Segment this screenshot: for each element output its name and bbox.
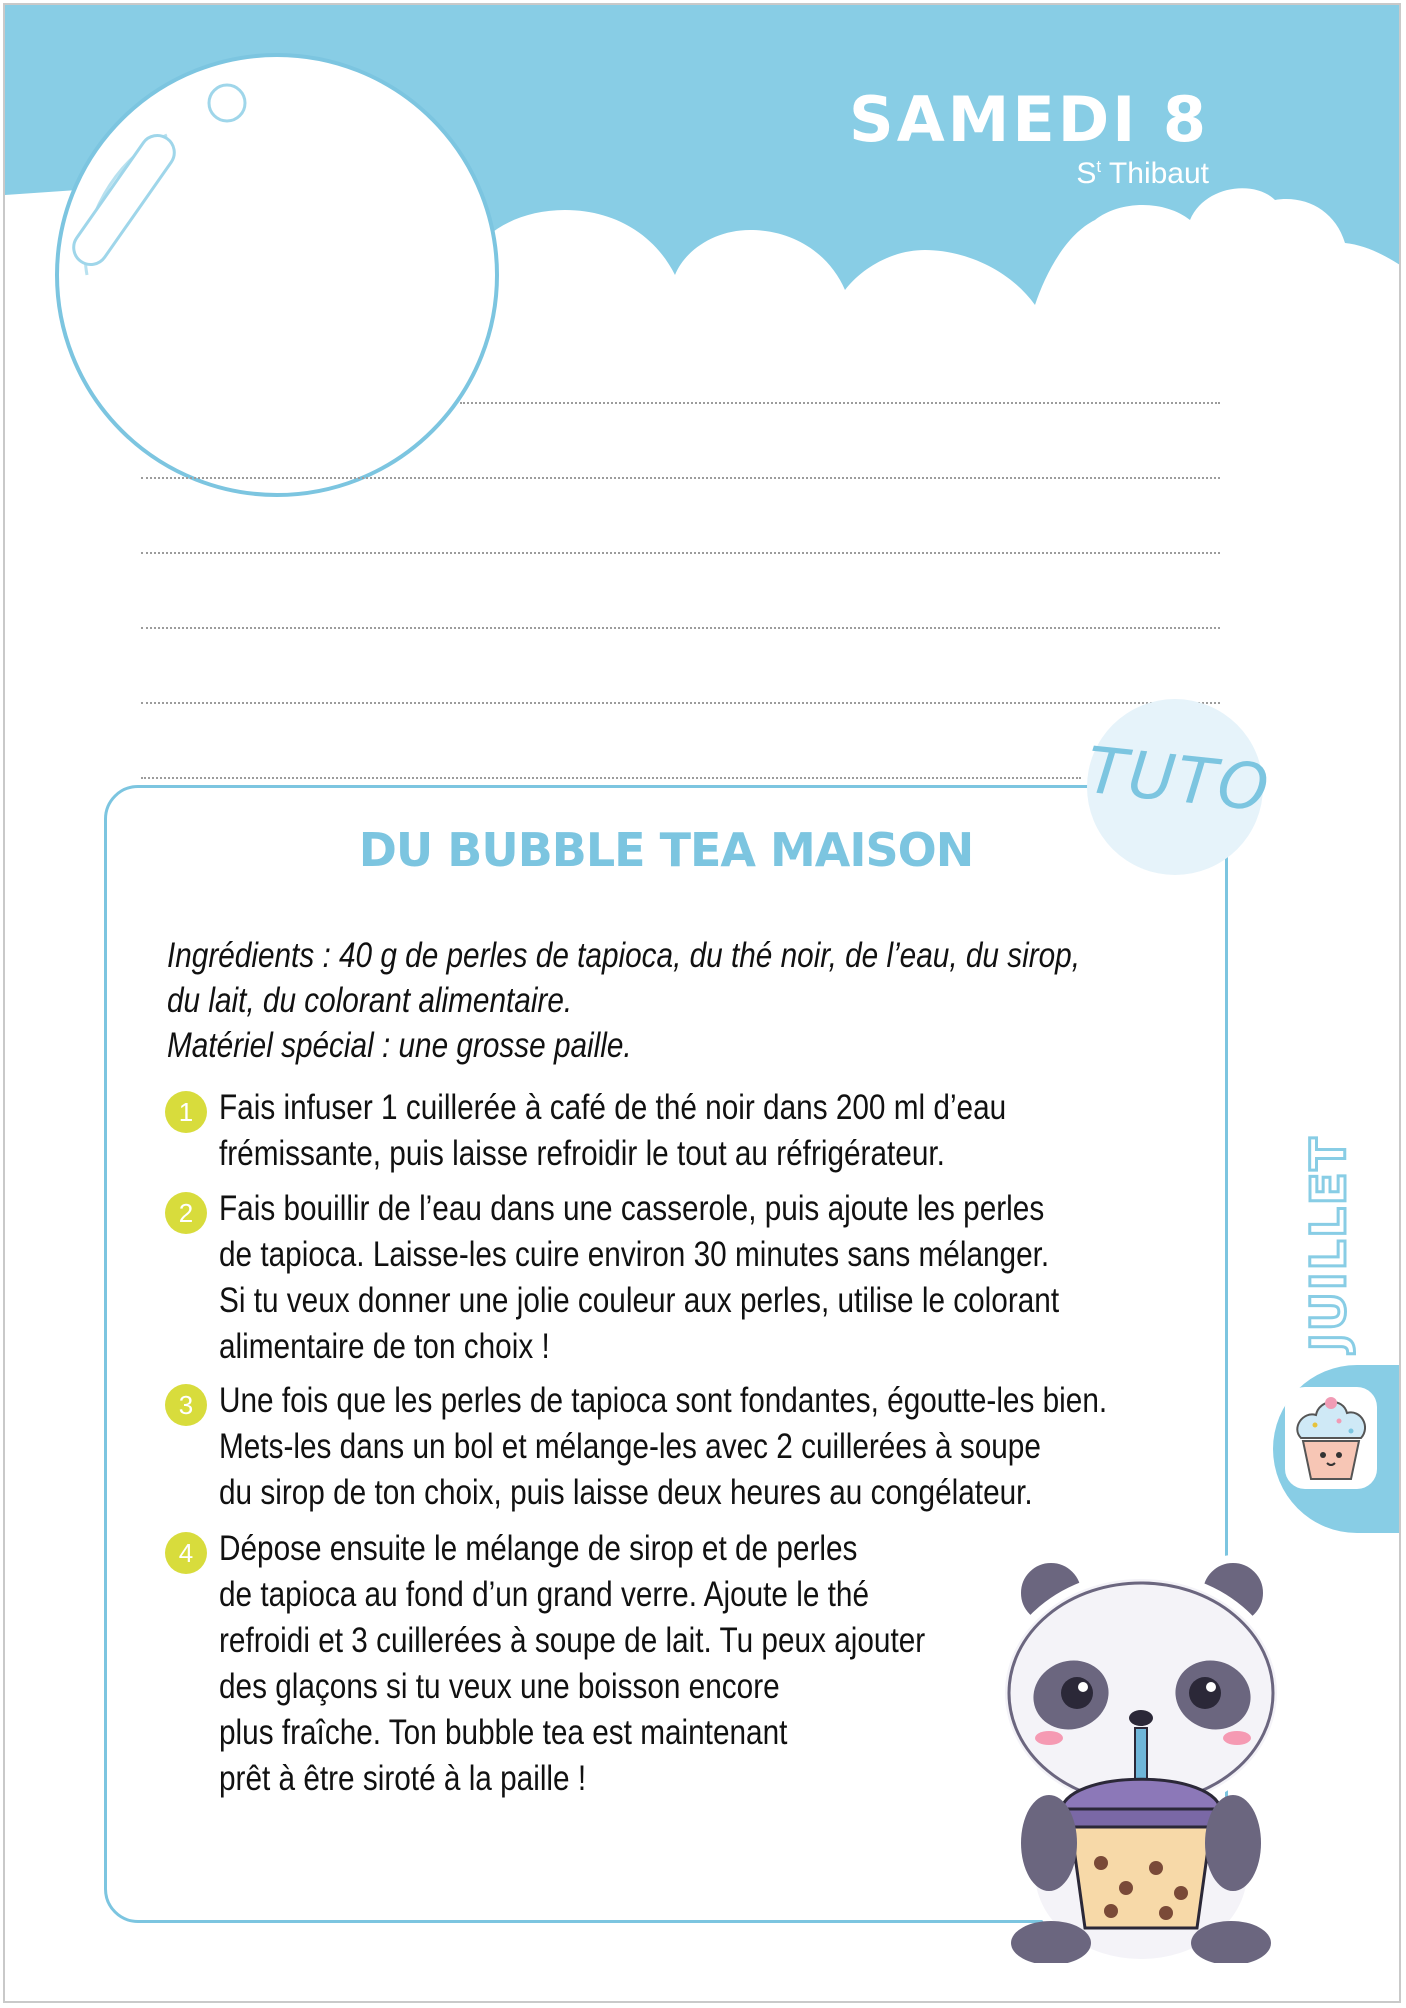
tuto-title: DU BUBBLE TEA MAISON — [358, 823, 974, 877]
step-number-badge: 4 — [165, 1532, 207, 1574]
step-text: Fais bouillir de l’eau dans une casserole, puis ajoute les perles de tapioca. Laisse-les cuire environ 30 minutes sans mélanger. Si tu veux donner une jolie couleur aux perles, utilise le colorant alimentaire de ton choix ! — [219, 1189, 1060, 1366]
bubble-frame-icon — [47, 45, 507, 505]
cupcake-icon — [1281, 1383, 1381, 1493]
step-number-badge: 1 — [165, 1091, 207, 1133]
intro-line: Ingrédients : 40 g de perles de tapioca, du thé noir, de l’eau, du sirop, — [167, 936, 1080, 975]
ingredients-text — [167, 933, 1080, 1068]
calendar-page — [3, 3, 1401, 2003]
panda-bubble-tea-icon — [991, 1543, 1291, 1963]
tuto-badge-label: TUTO — [1083, 734, 1274, 827]
step-text: Une fois que les perles de tapioca sont fondantes, égoutte-les bien. Mets-les dans un bol et mélange-les avec 2 cuillerées à soupe du sirop de ton choix, puis laisse deux heures au congélateur. — [219, 1381, 1108, 1512]
writing-line-4[interactable] — [141, 627, 1220, 629]
writing-line-5[interactable] — [141, 702, 1220, 704]
step-text: Fais infuser 1 cuillerée à café de thé noir dans 200 ml d’eau frémissante, puis laisse refroidir le tout au réfrigérateur. — [219, 1088, 1007, 1173]
writing-line-2[interactable] — [141, 477, 1220, 479]
writing-line-6[interactable] — [141, 777, 1081, 779]
writing-line-3[interactable] — [141, 552, 1220, 554]
step-number-badge: 2 — [165, 1192, 207, 1234]
month-label: JUILLET — [1301, 1135, 1357, 1351]
saint-of-day: $S^t$ Thibaut — [1076, 157, 1209, 190]
step-number-badge: 3 — [165, 1384, 207, 1426]
intro-line: Matériel spécial : une grosse paille. — [167, 1026, 632, 1065]
intro-line: du lait, du colorant alimentaire. — [167, 981, 573, 1020]
writing-line-1[interactable] — [460, 402, 1220, 404]
date-title: SAMEDI 8 — [849, 83, 1209, 156]
step-text: Dépose ensuite le mélange de sirop et de perles de tapioca au fond d’un grand verre. Ajoute le thé refroidi et 3 cuillerées à soupe de lait. Tu peux ajouter des glaçons si tu veux une boisson encore plus fraîche. Ton bubble tea est maintenant prêt à être siroté à la paille ! — [219, 1529, 926, 1798]
